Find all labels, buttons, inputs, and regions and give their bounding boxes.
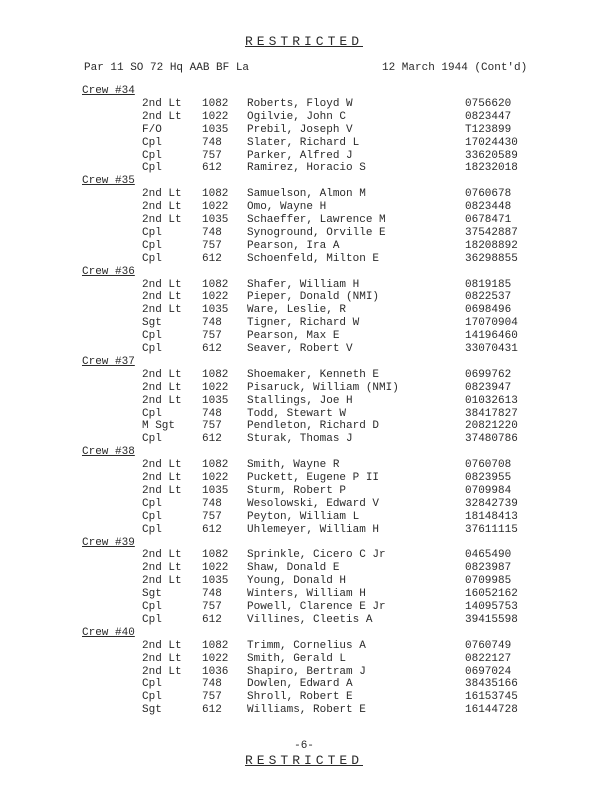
member-rank: Cpl	[142, 433, 162, 446]
member-rank: Cpl	[142, 343, 162, 355]
member-mos: 612	[202, 162, 222, 175]
member-serial: 17070904	[465, 317, 518, 330]
member-serial: 37611115	[465, 523, 518, 536]
member-mos: 748	[202, 678, 222, 691]
member-serial: 0822127	[465, 652, 512, 665]
member-rank: Cpl	[142, 497, 162, 510]
member-serial: 20821220	[465, 420, 518, 433]
crew-label: Crew #40	[82, 626, 135, 639]
crew-label: Crew #38	[82, 446, 135, 459]
member-rank: Cpl	[142, 136, 162, 149]
member-mos: 1082	[202, 188, 229, 201]
member-rank: Sgt	[142, 588, 162, 601]
member-mos: 748	[202, 588, 222, 601]
member-mos: 757	[202, 239, 222, 252]
member-rank: 2nd Lt	[142, 562, 182, 575]
member-rank: F/O	[142, 123, 162, 136]
member-mos: 1022	[202, 562, 229, 575]
member-mos: 1022	[202, 472, 229, 484]
member-name: Omo, Wayne H	[247, 201, 327, 214]
crew-label: Crew #36	[82, 265, 135, 278]
member-rank: 2nd Lt	[142, 304, 182, 317]
member-serial: 39415598	[465, 613, 518, 626]
member-name: Seaver, Robert V	[247, 343, 353, 355]
member-name: Smith, Wayne R	[247, 459, 340, 472]
member-serial: 14095753	[465, 601, 518, 613]
member-rank: 2nd Lt	[142, 575, 182, 588]
member-mos: 1022	[202, 381, 229, 394]
page-number: -6-	[294, 740, 314, 752]
member-mos: 1036	[202, 665, 229, 678]
member-name: Slater, Richard L	[247, 136, 360, 149]
member-rank: Cpl	[142, 407, 162, 420]
member-serial: 0465490	[465, 549, 512, 562]
member-name: Puckett, Eugene P II	[247, 472, 380, 484]
member-mos: 1082	[202, 368, 229, 381]
member-mos: 612	[202, 343, 222, 355]
member-name: Ware, Leslie, R	[247, 304, 347, 317]
member-rank: 2nd Lt	[142, 278, 182, 291]
member-rank: 2nd Lt	[142, 188, 182, 201]
member-name: Shoemaker, Kenneth E	[247, 368, 380, 381]
member-serial: 0823448	[465, 201, 512, 214]
member-rank: Cpl	[142, 226, 162, 239]
member-name: Ramirez, Horacio S	[247, 162, 366, 175]
member-rank: Cpl	[142, 510, 162, 523]
member-mos: 1022	[202, 110, 229, 123]
member-name: Schaeffer, Lawrence M	[247, 214, 386, 226]
member-mos: 1022	[202, 201, 229, 214]
member-name: Wesolowski, Edward V	[247, 497, 380, 510]
member-mos: 612	[202, 704, 222, 717]
member-serial: 0823955	[465, 472, 512, 484]
member-name: Roberts, Floyd W	[247, 97, 353, 110]
member-serial: 33070431	[465, 343, 518, 355]
member-serial: 0709985	[465, 575, 512, 588]
member-serial: 0760708	[465, 459, 512, 472]
member-name: Powell, Clarence E Jr	[247, 601, 386, 613]
member-mos: 612	[202, 433, 222, 446]
member-mos: 1082	[202, 459, 229, 472]
member-rank: 2nd Lt	[142, 484, 182, 497]
member-name: Synoground, Orville E	[247, 226, 386, 239]
member-rank: Cpl	[142, 149, 162, 162]
member-serial: 37542887	[465, 226, 518, 239]
member-name: Young, Donald H	[247, 575, 347, 588]
member-mos: 1035	[202, 394, 229, 407]
member-serial: 0819185	[465, 278, 512, 291]
member-mos: 612	[202, 252, 222, 265]
member-serial: 0697024	[465, 665, 512, 678]
member-serial: 0698496	[465, 304, 512, 317]
member-serial: 33620589	[465, 149, 518, 162]
member-rank: 2nd Lt	[142, 201, 182, 214]
member-mos: 1082	[202, 278, 229, 291]
member-rank: Cpl	[142, 252, 162, 265]
member-name: Villines, Cleetis A	[247, 613, 373, 626]
member-rank: 2nd Lt	[142, 214, 182, 226]
member-mos: 1082	[202, 549, 229, 562]
member-rank: Sgt	[142, 704, 162, 717]
member-serial: 37480786	[465, 433, 518, 446]
member-serial: 0823447	[465, 110, 512, 123]
member-mos: 1022	[202, 291, 229, 304]
member-name: Stallings, Joe H	[247, 394, 353, 407]
member-rank: Cpl	[142, 162, 162, 175]
member-mos: 1035	[202, 123, 229, 136]
member-name: Williams, Robert E	[247, 704, 366, 717]
member-name: Winters, William H	[247, 588, 366, 601]
member-name: Samuelson, Almon M	[247, 188, 366, 201]
member-rank: Cpl	[142, 523, 162, 536]
member-mos: 748	[202, 226, 222, 239]
member-serial: 01032613	[465, 394, 518, 407]
member-rank: 2nd Lt	[142, 97, 182, 110]
member-serial: T123899	[465, 123, 512, 136]
member-rank: 2nd Lt	[142, 652, 182, 665]
member-name: Uhlemeyer, William H	[247, 523, 380, 536]
member-name: Shafer, William H	[247, 278, 360, 291]
member-rank: Cpl	[142, 239, 162, 252]
member-serial: 18148413	[465, 510, 518, 523]
member-serial: 0823987	[465, 562, 512, 575]
member-serial: 0709984	[465, 484, 512, 497]
member-serial: 0760678	[465, 188, 512, 201]
member-serial: 18208892	[465, 239, 518, 252]
classification-footer: RESTRICTED	[244, 753, 363, 768]
member-name: Sturak, Thomas J	[247, 433, 353, 446]
member-serial: 14196460	[465, 330, 518, 343]
member-name: Peyton, William L	[247, 510, 360, 523]
member-name: Sprinkle, Cicero C Jr	[247, 549, 386, 562]
member-name: Pearson, Ira A	[247, 239, 340, 252]
order-reference: Par 11 SO 72 Hq AAB BF La	[84, 62, 250, 74]
member-name: Shaw, Donald E	[247, 562, 340, 575]
member-rank: 2nd Lt	[142, 110, 182, 123]
member-rank: 2nd Lt	[142, 368, 182, 381]
member-mos: 1035	[202, 575, 229, 588]
member-name: Sturm, Robert P	[247, 484, 347, 497]
member-name: Shapiro, Bertram J	[247, 665, 366, 678]
crew-label: Crew #35	[82, 175, 135, 188]
member-name: Schoenfeld, Milton E	[247, 252, 380, 265]
member-serial: 0760749	[465, 639, 512, 652]
member-mos: 748	[202, 407, 222, 420]
member-mos: 748	[202, 136, 222, 149]
classification-header: RESTRICTED	[244, 34, 363, 49]
crew-label: Crew #39	[82, 536, 135, 549]
member-mos: 1082	[202, 97, 229, 110]
member-serial: 16144728	[465, 704, 518, 717]
member-serial: 0822537	[465, 291, 512, 304]
member-serial: 0823947	[465, 381, 512, 394]
crew-label: Crew #34	[82, 85, 135, 97]
member-rank: M Sgt	[142, 420, 176, 433]
member-mos: 748	[202, 497, 222, 510]
member-serial: 16153745	[465, 691, 518, 704]
member-rank: 2nd Lt	[142, 549, 182, 562]
member-mos: 612	[202, 523, 222, 536]
member-name: Tigner, Richard W	[247, 317, 360, 330]
member-mos: 757	[202, 330, 222, 343]
member-rank: Cpl	[142, 613, 162, 626]
member-rank: Sgt	[142, 317, 162, 330]
member-serial: 0756620	[465, 97, 512, 110]
member-serial: 38417827	[465, 407, 518, 420]
member-rank: 2nd Lt	[142, 381, 182, 394]
member-name: Pieper, Donald (NMI)	[247, 291, 380, 304]
member-rank: 2nd Lt	[142, 394, 182, 407]
member-rank: Cpl	[142, 691, 162, 704]
member-rank: 2nd Lt	[142, 472, 182, 484]
member-serial: 0699762	[465, 368, 512, 381]
member-rank: 2nd Lt	[142, 639, 182, 652]
member-mos: 757	[202, 510, 222, 523]
member-name: Dowlen, Edward A	[247, 678, 353, 691]
member-mos: 757	[202, 601, 222, 613]
member-mos: 1035	[202, 304, 229, 317]
member-mos: 757	[202, 691, 222, 704]
member-rank: 2nd Lt	[142, 459, 182, 472]
member-serial: 17024430	[465, 136, 518, 149]
member-serial: 32842739	[465, 497, 518, 510]
member-name: Smith, Gerald L	[247, 652, 347, 665]
member-name: Pendleton, Richard D	[247, 420, 380, 433]
member-serial: 36298855	[465, 252, 518, 265]
member-mos: 757	[202, 149, 222, 162]
member-name: Pearson, Max E	[247, 330, 340, 343]
member-rank: 2nd Lt	[142, 291, 182, 304]
member-mos: 1082	[202, 639, 229, 652]
crew-label: Crew #37	[82, 355, 135, 368]
order-date: 12 March 1944 (Cont'd)	[382, 62, 528, 74]
member-mos: 757	[202, 420, 222, 433]
member-name: Parker, Alfred J	[247, 149, 353, 162]
member-mos: 1035	[202, 214, 229, 226]
member-name: Ogilvie, John C	[247, 110, 347, 123]
member-name: Pisaruck, William (NMI)	[247, 381, 399, 394]
member-serial: 38435166	[465, 678, 518, 691]
member-name: Trimm, Cornelius A	[247, 639, 366, 652]
member-mos: 612	[202, 613, 222, 626]
member-mos: 1035	[202, 484, 229, 497]
member-rank: Cpl	[142, 330, 162, 343]
member-mos: 748	[202, 317, 222, 330]
member-name: Todd, Stewart W	[247, 407, 347, 420]
member-serial: 16052162	[465, 588, 518, 601]
member-rank: 2nd Lt	[142, 665, 182, 678]
member-serial: 0678471	[465, 214, 512, 226]
member-name: Prebil, Joseph V	[247, 123, 353, 136]
member-mos: 1022	[202, 652, 229, 665]
member-name: Shroll, Robert E	[247, 691, 353, 704]
member-rank: Cpl	[142, 601, 162, 613]
member-serial: 18232018	[465, 162, 518, 175]
member-rank: Cpl	[142, 678, 162, 691]
